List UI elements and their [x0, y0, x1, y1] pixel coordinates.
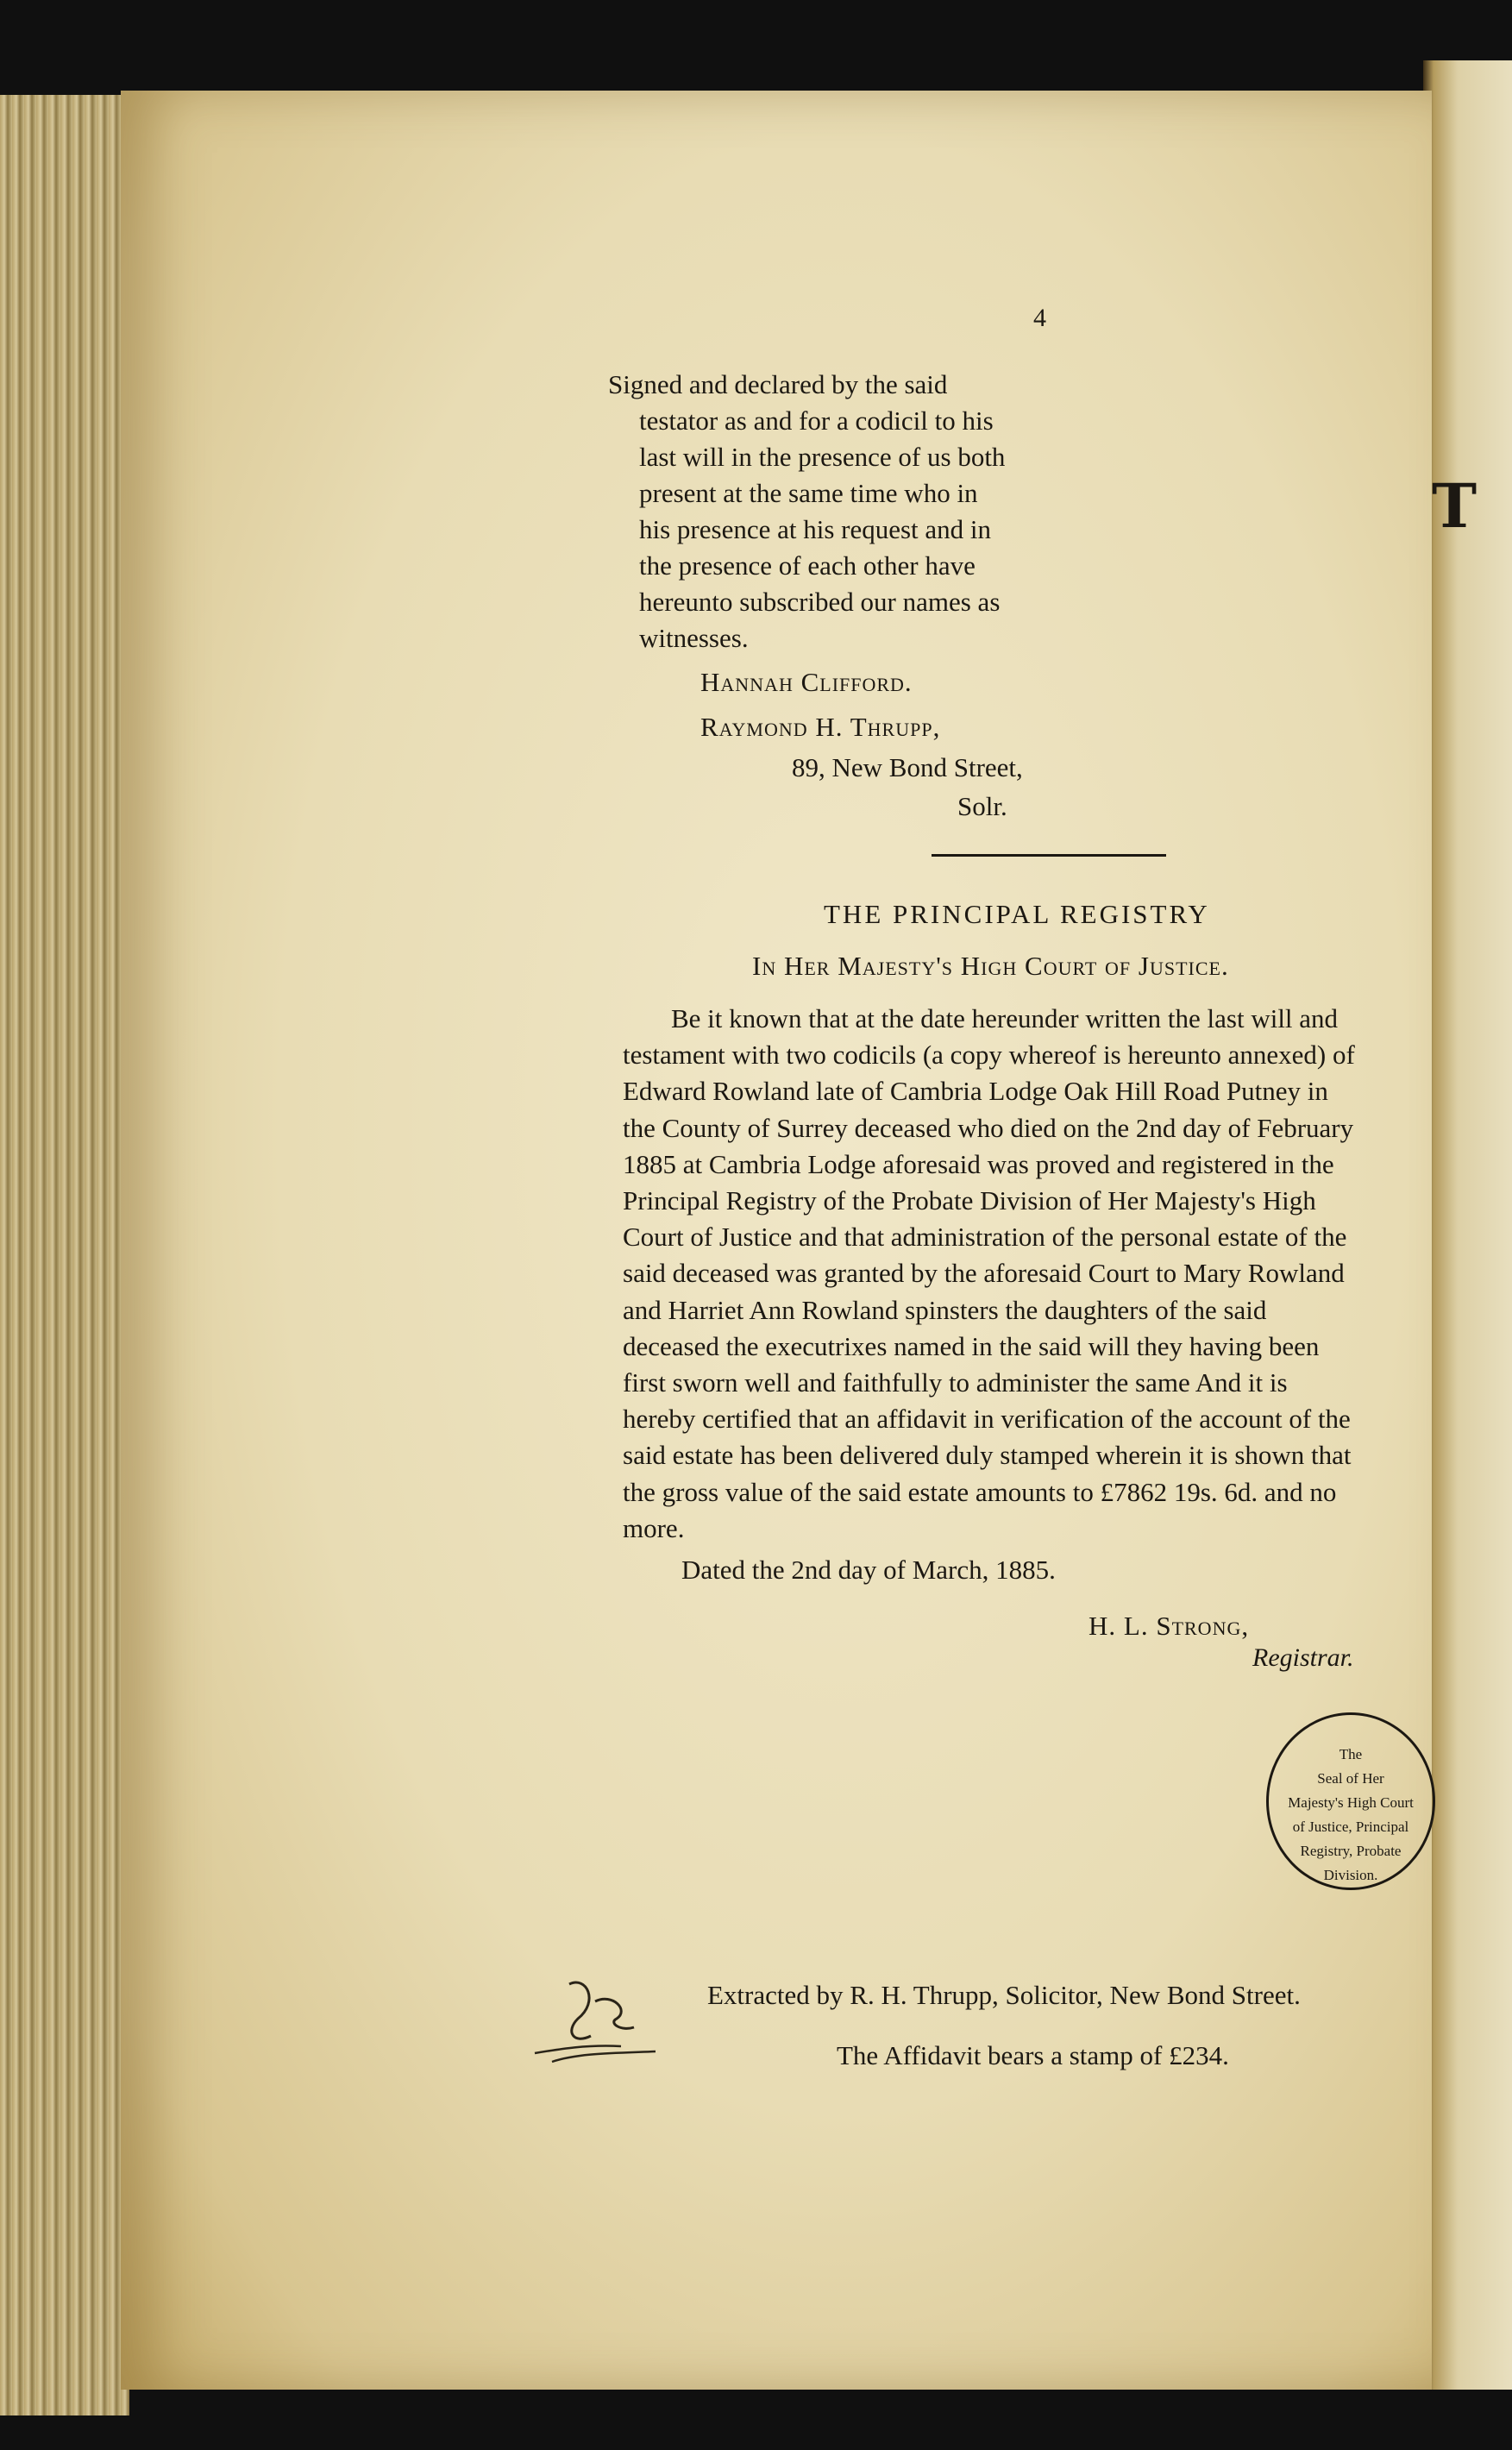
- grant-line: first sworn well and faithfully to administer the same And it is: [623, 1367, 1288, 1398]
- witness-2-name: Raymond H. Thrupp,: [700, 712, 941, 742]
- registrar-name: H. L. Strong,: [1089, 1611, 1250, 1641]
- grant-line: the County of Surrey deceased who died on the 2nd day of February: [623, 1112, 1354, 1143]
- attestation-clause: [608, 367, 1005, 656]
- grant-line: deceased the executrixes named in the said will they having been: [623, 1330, 1320, 1361]
- seal-line: Registry, Probate: [1300, 1843, 1402, 1859]
- grant-line: Principal Registry of the Probate Division of Her Majesty's High: [623, 1185, 1316, 1216]
- extracted-by-line: Extracted by R. H. Thrupp, Solicitor, New Bond Street.: [707, 1980, 1301, 2010]
- registrar-title: Registrar.: [1252, 1643, 1354, 1672]
- facing-page-handwriting: [1445, 1298, 1451, 1337]
- book-page-edges: [0, 95, 129, 2415]
- witness-2-title: Solr.: [957, 791, 1007, 821]
- seal-line: Seal of Her: [1317, 1770, 1384, 1787]
- affidavit-note: The Affidavit bears a stamp of £234.: [837, 2040, 1229, 2070]
- grant-line: more.: [623, 1512, 685, 1543]
- court-seal: [1266, 1712, 1435, 1890]
- witness-2-address: 89, New Bond Street,: [792, 752, 1023, 782]
- attestation-line: his presence at his request and in: [639, 514, 992, 544]
- page-number: 4: [1033, 304, 1046, 332]
- grant-line: said estate has been delivered duly stamped wherein it is shown that: [623, 1440, 1352, 1471]
- seal-line: The: [1339, 1746, 1363, 1762]
- attestation-line: hereunto subscribed our names as: [639, 587, 1001, 617]
- grant-line: Edward Rowland late of Cambria Lodge Oak Hill Road Putney in: [623, 1076, 1328, 1107]
- probate-grant-text: [623, 1001, 1434, 1547]
- grant-line: 1885 at Cambria Lodge aforesaid was proved and registered in the: [623, 1148, 1334, 1179]
- handwritten-initials-signature: [518, 1967, 673, 2070]
- seal-line: Division.: [1323, 1867, 1378, 1883]
- seal-line: of Justice, Principal: [1292, 1819, 1409, 1835]
- registry-heading: THE PRINCIPAL REGISTRY: [824, 899, 1210, 929]
- attestation-line: testator as and for a codicil to his: [639, 405, 994, 436]
- attestation-line: present at the same time who in: [639, 478, 978, 508]
- facing-page-fragment: T: [1432, 470, 1477, 542]
- section-divider: [932, 854, 1166, 857]
- witness-1-name: Hannah Clifford.: [700, 667, 913, 697]
- grant-line: and Harriet Ann Rowland spinsters the daughters of the said: [623, 1294, 1267, 1325]
- grant-line: said deceased was granted by the aforesaid Court to Mary Rowland: [623, 1258, 1345, 1289]
- attestation-line: the presence of each other have: [639, 550, 976, 581]
- court-subheading: In Her Majesty's High Court of Justice.: [752, 951, 1229, 981]
- attestation-line: witnesses.: [639, 623, 749, 653]
- grant-line: hereby certified that an affidavit in verification of the account of the: [623, 1404, 1351, 1435]
- grant-line: testament with two codicils (a copy whereof is hereunto annexed) of: [623, 1040, 1355, 1071]
- date-line: Dated the 2nd day of March, 1885.: [681, 1555, 1056, 1585]
- seal-line: Majesty's High Court: [1288, 1794, 1414, 1811]
- grant-line: the gross value of the said estate amounts to £7862 19s. 6d. and no: [623, 1476, 1337, 1507]
- grant-line: Court of Justice and that administration of the personal estate of the: [623, 1222, 1347, 1253]
- attestation-line: last will in the presence of us both: [639, 442, 1006, 472]
- attestation-line: Signed and declared by the said: [608, 369, 948, 399]
- facing-page: [1423, 60, 1512, 2390]
- grant-line: Be it known that at the date hereunder written the last will and: [671, 1003, 1339, 1033]
